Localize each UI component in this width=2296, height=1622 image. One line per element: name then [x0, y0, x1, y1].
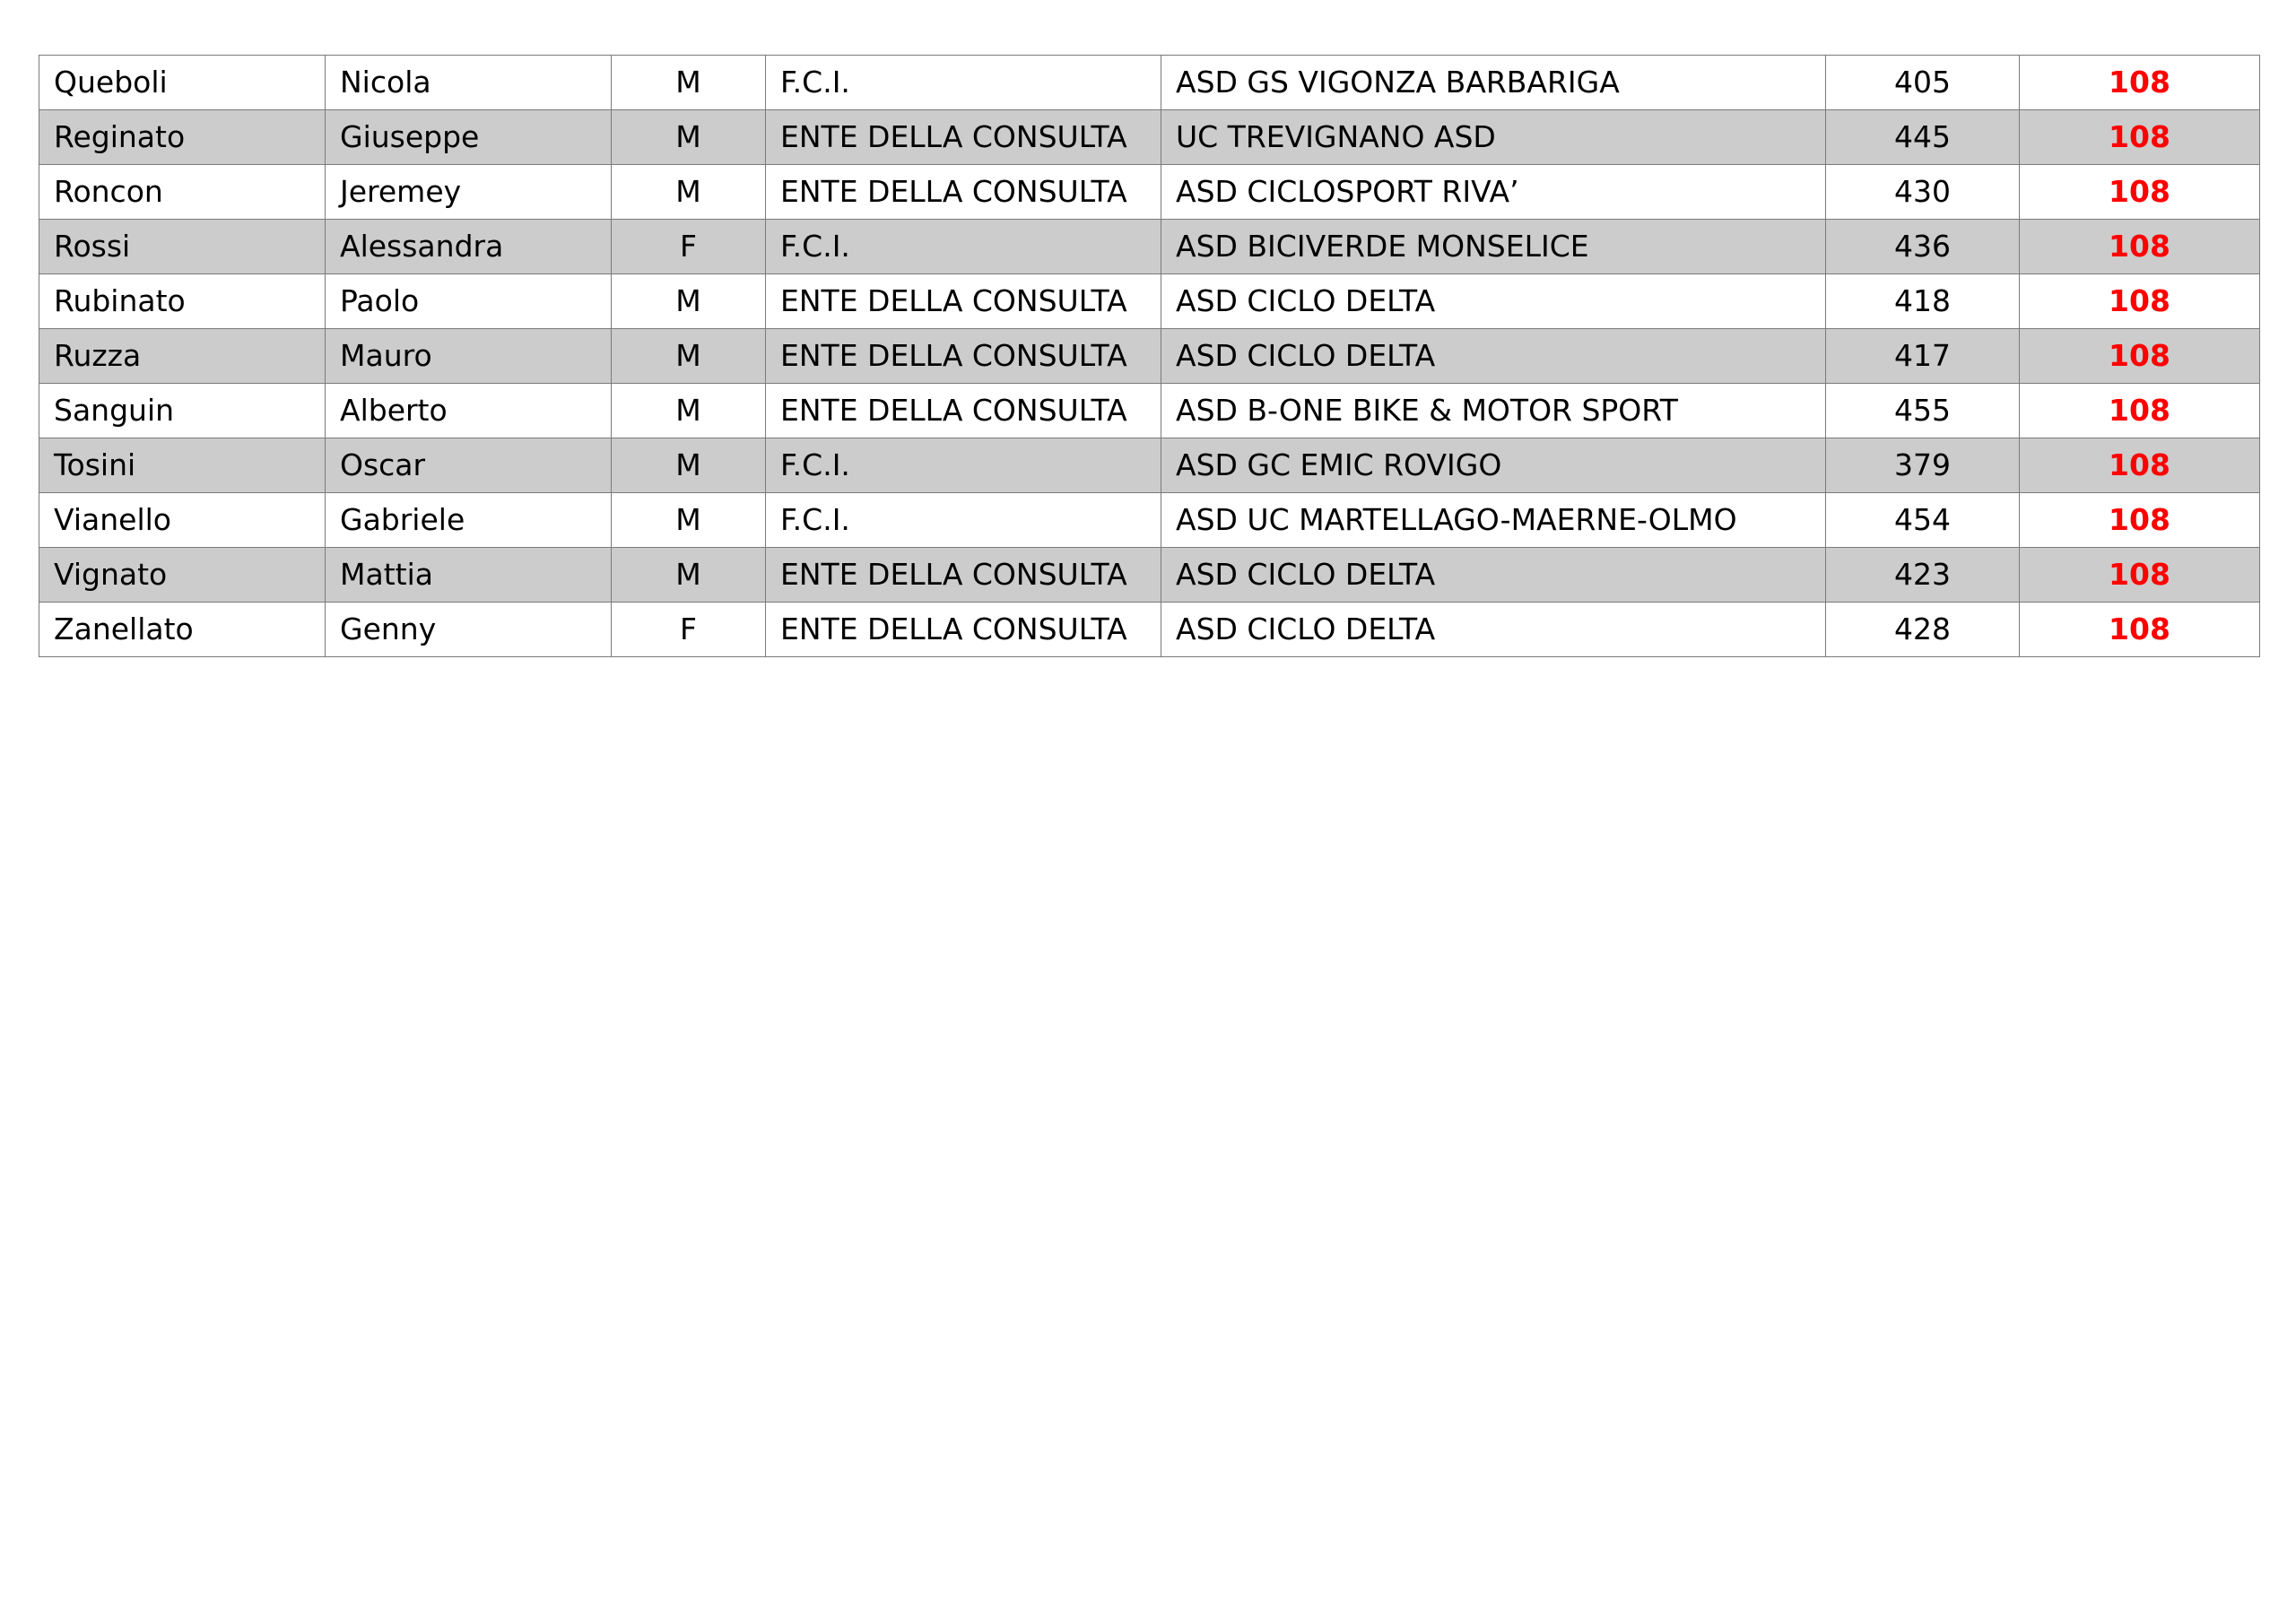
bib-number-cell: 417	[1826, 329, 2020, 384]
surname-cell: Vignato	[39, 548, 326, 603]
surname-cell: Reginato	[39, 110, 326, 165]
first-name-cell: Alberto	[326, 384, 612, 438]
bib-number-cell: 454	[1826, 493, 2020, 548]
table-row	[39, 548, 2260, 603]
gender-cell: M	[612, 274, 766, 329]
surname-cell: Roncon	[39, 165, 326, 220]
points-cell: 108	[2020, 329, 2260, 384]
team-cell: ASD CICLO DELTA	[1161, 603, 1826, 657]
points-cell: 108	[2020, 603, 2260, 657]
table-row	[39, 56, 2260, 110]
table-row	[39, 493, 2260, 548]
team-cell: ASD BICIVERDE MONSELICE	[1161, 220, 1826, 274]
table-row	[39, 384, 2260, 438]
federation-cell: ENTE DELLA CONSULTA	[766, 165, 1161, 220]
bib-number-cell: 418	[1826, 274, 2020, 329]
first-name-cell: Nicola	[326, 56, 612, 110]
surname-cell: Tosini	[39, 438, 326, 493]
points-cell: 108	[2020, 56, 2260, 110]
surname-cell: Rubinato	[39, 274, 326, 329]
gender-cell: F	[612, 220, 766, 274]
surname-cell: Queboli	[39, 56, 326, 110]
results-table	[39, 55, 2260, 657]
bib-number-cell: 455	[1826, 384, 2020, 438]
team-cell: ASD GC EMIC ROVIGO	[1161, 438, 1826, 493]
gender-cell: M	[612, 329, 766, 384]
first-name-cell: Giuseppe	[326, 110, 612, 165]
bib-number-cell: 405	[1826, 56, 2020, 110]
gender-cell: M	[612, 110, 766, 165]
table-row	[39, 603, 2260, 657]
points-cell: 108	[2020, 110, 2260, 165]
first-name-cell: Alessandra	[326, 220, 612, 274]
first-name-cell: Oscar	[326, 438, 612, 493]
table-row	[39, 329, 2260, 384]
surname-cell: Zanellato	[39, 603, 326, 657]
surname-cell: Rossi	[39, 220, 326, 274]
table-row	[39, 110, 2260, 165]
first-name-cell: Jeremey	[326, 165, 612, 220]
federation-cell: ENTE DELLA CONSULTA	[766, 329, 1161, 384]
surname-cell: Sanguin	[39, 384, 326, 438]
team-cell: UC TREVIGNANO ASD	[1161, 110, 1826, 165]
gender-cell: M	[612, 493, 766, 548]
points-cell: 108	[2020, 384, 2260, 438]
first-name-cell: Genny	[326, 603, 612, 657]
federation-cell: ENTE DELLA CONSULTA	[766, 603, 1161, 657]
bib-number-cell: 430	[1826, 165, 2020, 220]
surname-cell: Ruzza	[39, 329, 326, 384]
first-name-cell: Gabriele	[326, 493, 612, 548]
points-cell: 108	[2020, 548, 2260, 603]
gender-cell: M	[612, 165, 766, 220]
federation-cell: ENTE DELLA CONSULTA	[766, 274, 1161, 329]
team-cell: ASD CICLO DELTA	[1161, 274, 1826, 329]
points-cell: 108	[2020, 274, 2260, 329]
bib-number-cell: 379	[1826, 438, 2020, 493]
table-row	[39, 274, 2260, 329]
team-cell: ASD CICLOSPORT RIVA’	[1161, 165, 1826, 220]
surname-cell: Vianello	[39, 493, 326, 548]
results-table-body	[39, 56, 2260, 657]
points-cell: 108	[2020, 220, 2260, 274]
federation-cell: ENTE DELLA CONSULTA	[766, 384, 1161, 438]
points-cell: 108	[2020, 438, 2260, 493]
table-row	[39, 165, 2260, 220]
federation-cell: F.C.I.	[766, 56, 1161, 110]
gender-cell: M	[612, 548, 766, 603]
team-cell: ASD CICLO DELTA	[1161, 548, 1826, 603]
team-cell: ASD GS VIGONZA BARBARIGA	[1161, 56, 1826, 110]
team-cell: ASD B-ONE BIKE & MOTOR SPORT	[1161, 384, 1826, 438]
points-cell: 108	[2020, 165, 2260, 220]
table-row	[39, 438, 2260, 493]
federation-cell: ENTE DELLA CONSULTA	[766, 110, 1161, 165]
federation-cell: ENTE DELLA CONSULTA	[766, 548, 1161, 603]
gender-cell: M	[612, 384, 766, 438]
first-name-cell: Paolo	[326, 274, 612, 329]
bib-number-cell: 428	[1826, 603, 2020, 657]
first-name-cell: Mattia	[326, 548, 612, 603]
team-cell: ASD UC MARTELLAGO-MAERNE-OLMO	[1161, 493, 1826, 548]
points-cell: 108	[2020, 493, 2260, 548]
gender-cell: F	[612, 603, 766, 657]
federation-cell: F.C.I.	[766, 220, 1161, 274]
team-cell: ASD CICLO DELTA	[1161, 329, 1826, 384]
gender-cell: M	[612, 56, 766, 110]
federation-cell: F.C.I.	[766, 493, 1161, 548]
gender-cell: M	[612, 438, 766, 493]
first-name-cell: Mauro	[326, 329, 612, 384]
bib-number-cell: 445	[1826, 110, 2020, 165]
federation-cell: F.C.I.	[766, 438, 1161, 493]
bib-number-cell: 436	[1826, 220, 2020, 274]
bib-number-cell: 423	[1826, 548, 2020, 603]
table-row	[39, 220, 2260, 274]
